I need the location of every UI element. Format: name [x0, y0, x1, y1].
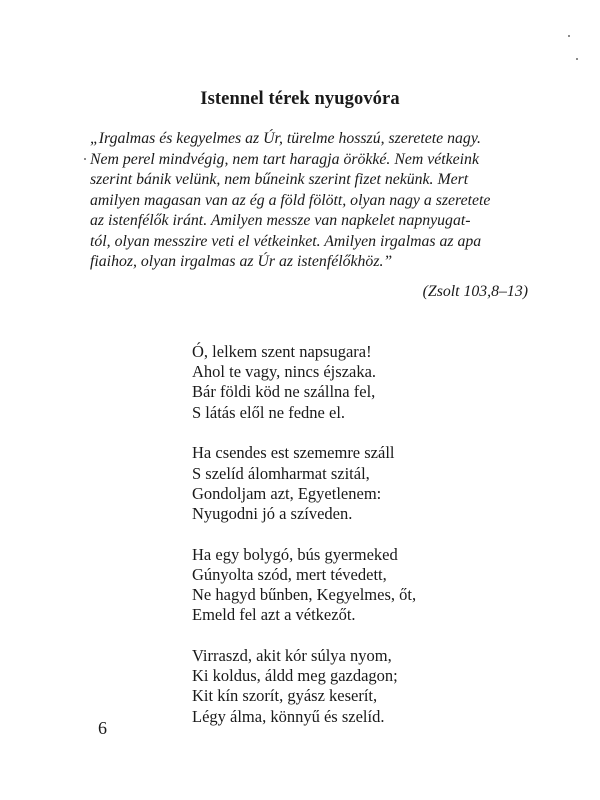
verse-line: Gúnyolta szód, mert tévedett, [192, 564, 387, 584]
verse-line: Virraszd, akit kór súlya nyom, [192, 645, 392, 665]
poem-stanza [192, 342, 416, 423]
quote-line: Nem perel mindvégig, nem tart haragja örökké. Nem vétkeink [90, 150, 479, 168]
quote-citation: (Zsolt 103,8–13) [422, 283, 528, 300]
verse-line: S szelíd álomharmat szitál, [192, 463, 370, 483]
quote-line: fiaihoz, olyan irgalmas az Úr az istenfélőkhöz.” [90, 253, 393, 270]
verse-line: Bár földi köd ne szállna fel, [192, 382, 376, 402]
verse-line: Ki koldus, áldd meg gazdagon; [192, 666, 398, 686]
verse-line: Ha csendes est szememre száll [192, 443, 395, 463]
page-number: 6 [98, 718, 107, 738]
scan-speck [576, 58, 578, 60]
verse-line: Ne hagyd bűnben, Kegyelmes, őt, [192, 585, 417, 605]
quote-line: tól, olyan messzire veti el vétkeinket. Amilyen irgalmas az apa [90, 232, 482, 250]
poem [192, 342, 416, 747]
quote-line: szerint bánik velünk, nem bűneink szerint fizet nekünk. Mert [90, 171, 469, 188]
scripture-quote [90, 129, 540, 273]
scan-speck [568, 35, 570, 37]
quote-line: „Irgalmas és kegyelmes az Úr, türelme hosszú, szeretete nagy. [90, 130, 481, 147]
quote-line: amilyen magasan van az ég a föld fölött, olyan nagy a szeretete [90, 191, 491, 209]
verse-line: Légy álma, könnyű és szelíd. [192, 706, 385, 726]
verse-line: Ha egy bolygó, bús gyermeked [192, 544, 398, 564]
verse-line: Ahol te vagy, nincs éjszaka. [192, 362, 377, 382]
scan-speck [84, 158, 86, 160]
page-title: Istennel térek nyugovóra [200, 89, 400, 109]
poem-stanza [192, 545, 416, 626]
verse-line: S látás elől ne fedne el. [192, 402, 346, 422]
poem-stanza [192, 646, 416, 727]
verse-line: Nyugodni jó a szíveden. [192, 503, 353, 523]
verse-line: Kit kín szorít, gyász keserít, [192, 686, 378, 706]
poem-stanza [192, 443, 416, 524]
verse-line: Ó, lelkem szent napsugara! [192, 342, 372, 361]
verse-line: Emeld fel azt a vétkezőt. [192, 605, 356, 625]
verse-line: Gondoljam azt, Egyetlenem: [192, 483, 382, 503]
quote-line: az istenfélők iránt. Amilyen messze van napkelet napnyugat- [90, 212, 471, 229]
